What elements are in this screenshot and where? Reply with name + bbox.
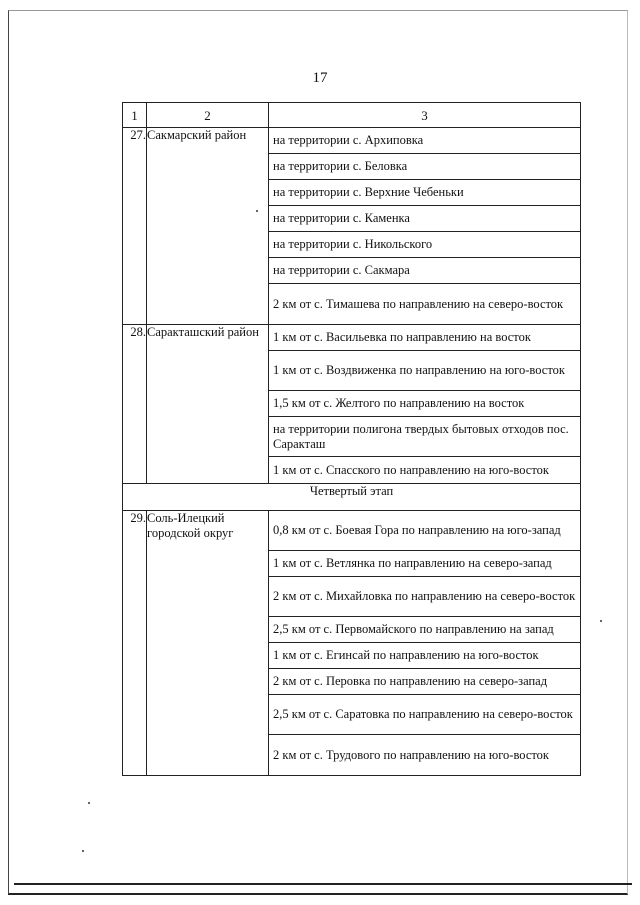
location-item: 2 км от с. Тимашева по направлению на северо-восток bbox=[273, 296, 564, 311]
location-item: 1 км от с. Егинсай по направлению на юго-восток bbox=[269, 643, 580, 669]
row-number: 28. bbox=[123, 325, 147, 484]
table-header-row bbox=[123, 103, 581, 128]
locations-cell bbox=[269, 325, 581, 484]
stage-row bbox=[123, 484, 581, 511]
location-item: 2 км от с. Трудового по направлению на юго-восток bbox=[273, 747, 549, 762]
location-item: на территории с. Каменка bbox=[269, 206, 580, 232]
stage-label: Четвертый этап bbox=[123, 484, 581, 511]
location-item: на территории с. Верхние Чебеньки bbox=[269, 180, 580, 206]
scan-speck bbox=[256, 210, 258, 212]
location-item: на территории полигона твердых бытовых отходов пос. Саракташ bbox=[269, 417, 580, 457]
location-item: 2 км от с. Перовка по направлению на северо-запад bbox=[269, 669, 580, 695]
location-item: на территории с. Никольского bbox=[269, 232, 580, 258]
district-name: Соль-Илецкий городской округ bbox=[147, 511, 269, 776]
page-number: 17 bbox=[312, 70, 328, 86]
location-item: 1,5 км от с. Желтого по направлению на восток bbox=[269, 391, 580, 417]
district-name: Саракташский район bbox=[147, 325, 269, 484]
location-item: 1 км от с. Воздвиженка по направлению на юго-восток bbox=[269, 351, 580, 391]
table-row bbox=[123, 511, 581, 776]
location-item: 2,5 км от с. Первомайского по направлению на запад bbox=[269, 617, 580, 643]
location-item: 2,5 км от с. Саратовка по направлению на северо-восток bbox=[269, 695, 580, 735]
location-item: 1 км от с. Васильевка по направлению на восток bbox=[269, 325, 580, 351]
location-item: 1 км от с. Спасского по направлению на юго-восток bbox=[273, 462, 549, 477]
page-bottom-edge bbox=[14, 883, 632, 885]
table-row bbox=[123, 128, 581, 325]
regions-table bbox=[122, 102, 581, 776]
scan-speck bbox=[600, 620, 602, 622]
row-number: 29. bbox=[123, 511, 147, 776]
locations-cell bbox=[269, 511, 581, 776]
table-row bbox=[123, 325, 581, 484]
location-item: на территории с. Беловка bbox=[269, 154, 580, 180]
header-col-2: 2 bbox=[147, 103, 269, 128]
location-item: 2 км от с. Михайловка по направлению на северо-восток bbox=[269, 577, 580, 617]
header-col-1: 1 bbox=[123, 103, 147, 128]
scan-speck bbox=[88, 802, 90, 804]
location-item: на территории с. Архиповка bbox=[269, 128, 580, 154]
row-number: 27. bbox=[123, 128, 147, 325]
locations-cell bbox=[269, 128, 581, 325]
header-col-3: 3 bbox=[269, 103, 581, 128]
district-name: Сакмарский район bbox=[147, 128, 269, 325]
scan-speck bbox=[82, 850, 84, 852]
location-item: на территории с. Сакмара bbox=[269, 258, 580, 284]
location-item: 0,8 км от с. Боевая Гора по направлению на юго-запад bbox=[269, 511, 580, 551]
location-item: 1 км от с. Ветлянка по направлению на северо-запад bbox=[269, 551, 580, 577]
